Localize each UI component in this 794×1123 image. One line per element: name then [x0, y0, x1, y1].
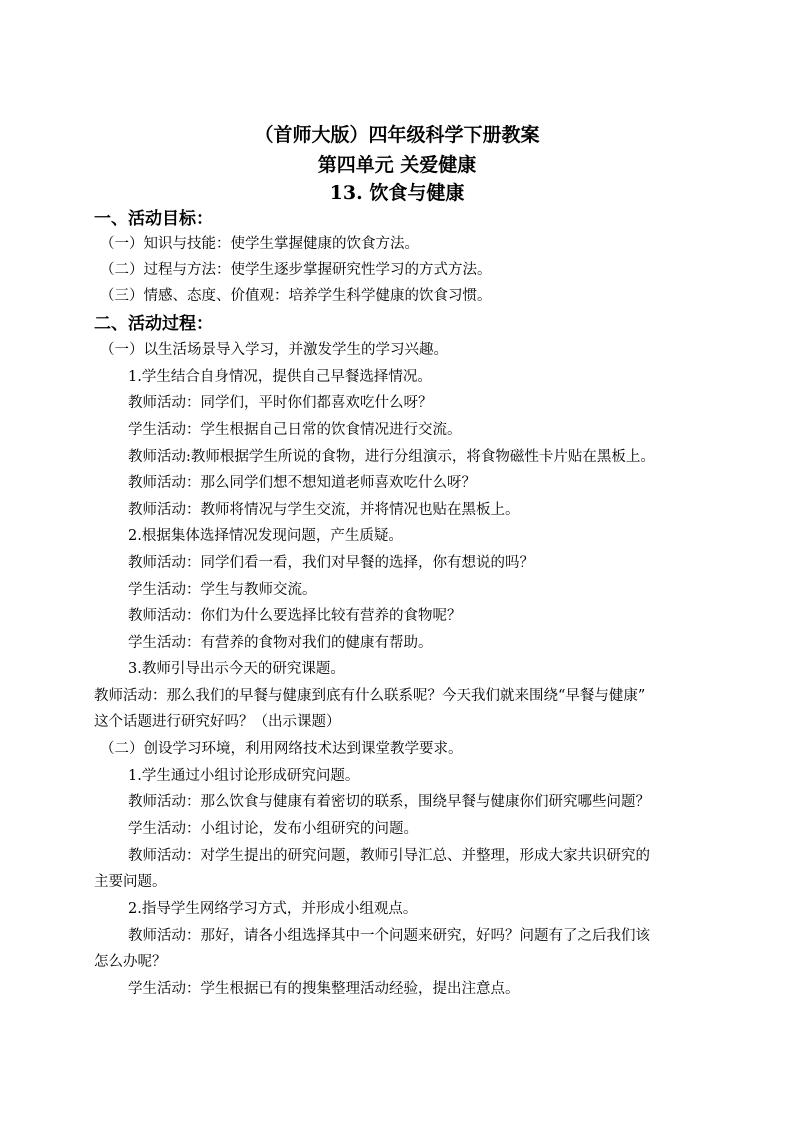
process-line: 教师活动：那么我们的早餐与健康到底有什么联系呢？今天我们就来围绕“早餐与健康”	[94, 688, 646, 704]
process-line: 3.教师引导出示今天的研究课题。	[128, 661, 345, 677]
process-line: 教师活动：那么同学们想不想知道老师喜欢吃什么呀？	[128, 475, 476, 491]
process-line: 教师活动：同学们看一看，我们对早餐的选择，你有想说的吗？	[128, 555, 534, 571]
process-line: 学生活动：学生根据自己日常的饮食情况进行交流。	[128, 422, 462, 438]
process-line: 主要问题。	[94, 874, 167, 890]
process-line: 教师活动：那么饮食与健康有着密切的联系，围绕早餐与健康你们研究哪些问题？	[128, 794, 650, 810]
process-line: 教师活动：同学们，平时你们都喜欢吃什么呀？	[128, 395, 433, 411]
process-line: 教师活动：教师将情况与学生交流，并将情况也贴在黑板上。	[128, 502, 520, 518]
process-line: 学生活动：学生根据已有的搜集整理活动经验，提出注意点。	[128, 981, 520, 997]
process-line: 教师活动：那好，请各小组选择其中一个问题来研究，好吗？问题有了之后我们该	[128, 928, 650, 944]
process-line: （一）以生活场景导入学习，并激发学生的学习兴趣。	[100, 342, 448, 358]
goal-line: （三）情感、态度、价值观：培养学生科学健康的饮食习惯。	[100, 288, 492, 304]
process-line: 怎么办呢？	[94, 954, 167, 970]
process-line: 1.学生结合自身情况，提供自己早餐选择情况。	[128, 369, 432, 385]
process-line: 这个话题进行研究好吗？（出示课题）	[94, 714, 341, 730]
process-line: 2.根据集体选择情况发现问题，产生质疑。	[128, 528, 403, 544]
doc-title-1: （首师大版）四年级科学下册教案	[254, 124, 540, 146]
process-line: 学生活动：小组讨论，发布小组研究的问题。	[128, 821, 418, 837]
doc-title-2: 第四单元 关爱健康	[317, 154, 477, 176]
process-line: 教师活动：你们为什么要选择比较有营养的食物呢？	[128, 608, 462, 624]
goal-line: （二）过程与方法：使学生逐步掌握研究性学习的方式方法。	[100, 262, 492, 278]
doc-title-3: 13. 饮食与健康	[329, 182, 465, 204]
process-line: 学生活动：学生与教师交流。	[128, 582, 317, 598]
process-line: 教师活动:教师根据学生所说的食物，进行分组演示，将食物磁性卡片贴在黑板上。	[128, 449, 655, 465]
process-heading: 二、活动过程：	[94, 314, 213, 334]
goals-heading: 一、活动目标：	[94, 209, 213, 229]
process-line: 教师活动：对学生提出的研究问题，教师引导汇总、并整理，形成大家共识研究的	[128, 848, 650, 864]
process-line: （二）创设学习环境，利用网络技术达到课堂教学要求。	[100, 741, 463, 757]
process-line: 学生活动：有营养的食物对我们的健康有帮助。	[128, 635, 433, 651]
process-line: 2.指导学生网络学习方式，并形成小组观点。	[128, 901, 418, 917]
process-line: 1.学生通过小组讨论形成研究问题。	[128, 768, 360, 784]
goal-line: （一）知识与技能：使学生掌握健康的饮食方法。	[100, 236, 419, 252]
